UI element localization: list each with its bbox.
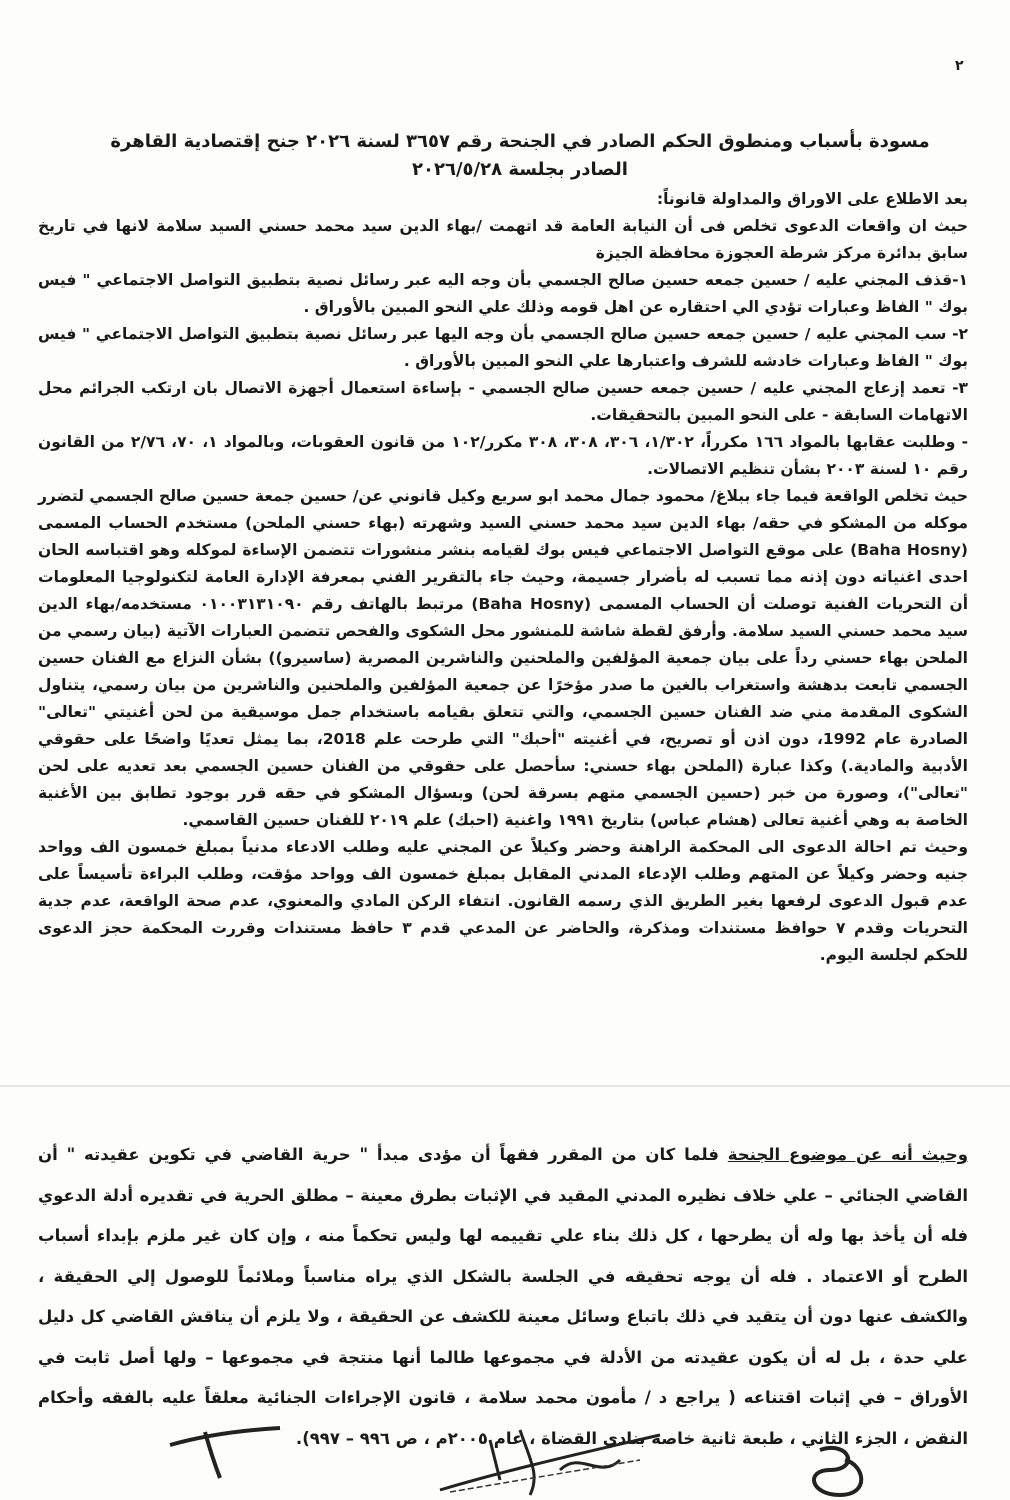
header-title: مسودة بأسباب ومنطوق الحكم الصادر في الجنحة رقم ٣٦٥٧ لسنة ٢٠٢٦ جنح إقتصادية القاهرة bbox=[110, 131, 930, 152]
signature-right bbox=[800, 1440, 880, 1500]
page-fold-line bbox=[0, 1085, 1010, 1087]
facts-paragraph: حيث ان واقعات الدعوى تخلص فى أن النيابة العامة قد اتهمت /بهاء الدين سيد محمد حسني السيد سلامة لانها في تاريخ سابق بدائرة مركز شرطة العجوزة محافظة الجيزة bbox=[38, 217, 968, 262]
intro-paragraph: بعد الاطلاع على الاوراق والمداولة قانوناً: bbox=[656, 190, 968, 208]
document-body bbox=[38, 186, 968, 969]
charge-1-paragraph: ١-قذف المجني عليه / حسين جمعه حسين صالح الجسمي بأن وجه اليه عبر رسائل نصية بتطبيق التواصل الاجتماعي " فيس بوك " الفاظ وعبارات تؤدي الي احتقاره عن اهل قومه وذلك علي النحو المبين بالأوراق . bbox=[38, 271, 968, 316]
document-header bbox=[100, 128, 940, 184]
charge-2-paragraph: ٢- سب المجني عليه / حسين جمعه حسين صالح الجسمي بأن وجه اليها عبر رسائل نصية بتطبيق التواصل الاجتماعي " فيس بوك " الفاظ وعبارات خادشه للشرف واعتبارها علي النحو المبين بالأوراق . bbox=[38, 325, 968, 370]
signature-left bbox=[165, 1420, 285, 1480]
signature-middle bbox=[430, 1420, 670, 1500]
page-mark: ٢ bbox=[955, 58, 964, 74]
reasoning-section bbox=[38, 1135, 968, 1459]
requested-penalty-paragraph: - وطلبت عقابها بالمواد ١٦٦ مكرراً، ١/٣٠٢، ٣٠٦، ٣٠٨، ٣٠٨ مكرر/١٠٢ من قانون العقوبات، وبالمواد ١، ٧٠، ٢/٧٦ من القانون رقم ١٠ لسنة ٢٠٠٣ بشأن تنظيم الاتصالات. bbox=[38, 433, 969, 478]
reasoning-paragraph bbox=[38, 1135, 968, 1459]
case-facts-paragraph: حيث تخلص الواقعة فيما جاء ببلاغ/ محمود جمال محمد ابو سريع وكيل قانوني عن/ حسين جمعة حسين صالح الجسمي لتضرر موكله من المشكو في حقه/ بهاء الدين سيد محمد حسني السيد وشهرته (بهاء حسني الملحن) مستخدم الحساب المسمى (Baha Hosny) على موقع التواصل الاجتماعي فيس بوك لقيامه بنشر منشورات تتضمن الإساءة لموكله وهو اقتباسه الحان احدى اغنياته دون إذنه مما تسبب له بأضرار جسيمة، وحيث جاء بالتقرير الفني بمعرفة الإدارة العامة لتكنولوجيا المعلومات أن التحريات الفنية توصلت أن الحساب المسمى (Baha Hosny) مرتبط بالهاتف رقم ٠١٠٠٣١٣١٠٩٠ مستخدمه/بهاء الدين سيد محمد حسني السيد سلامة. وأرفق لقطة شاشة للمنشور محل الشكوى والفحص تتضمن العبارات الآتية (بيان رسمي من الملحن بهاء حسني رداً على بيان جمعية المؤلفين والملحنين والناشرين المصرية (ساسيرو)) بشأن النزاع مع الفنان حسين الجسمي تابعت بدهشة واستغراب بالغين ما صدر مؤخرًا عن جمعية المؤلفين والملحنين والناشرين من بيان رسمي، يتناول الشكوى المقدمة مني ضد الفنان حسين الجسمي، والتي تتعلق بقيامه باستخدام جمل موسيقية من لحن أغنيتي "تعالى" الصادرة عام 1992، دون اذن أو تصريح، في أغنيته "أحبك" التي طرحت علم 2018، بما يمثل تعديًا واضحًا على حقوقي الأدبية والمادية.) وكذا عبارة (الملحن بهاء حسني: سأحصل على حقوقي من الفنان حسين الجسمي بعد تعديه على لحن "تعالى")، وصورة من خبر (حسين الجسمي متهم بسرقة لحن) وبسؤال المشكو في حقه قرر بوجود تطابق بين الأغنية الخاصة به وهي أغنية تعالى (هشام عباس) بتاريخ ١٩٩١ واغنية (احبك) علم ٢٠١٩ للفنان حسين القاسمي. bbox=[38, 487, 969, 829]
charge-3-paragraph: ٣- تعمد إزعاج المجني عليه / حسين جمعه حسين صالح الجسمي - بإساءة استعمال أجهزة الاتصال بان ارتكب الجرائم محل الاتهامات السابقة - على النحو المبين بالتحقيقات. bbox=[38, 379, 968, 424]
proceedings-paragraph: وحيث تم احالة الدعوى الى المحكمة الراهنة وحضر وكيلاً عن المجني عليه وطلب الادعاء مدنياً بمبلغ خمسون الف وواحد جنيه وحضر وكيلاً عن المتهم وطلب الإدعاء المدني المقابل بمبلغ خمسون الف وواحد مؤقت، وطلب البراءة تأسيساً على عدم قبول الدعوى لرفعها بغير الطريق الذي رسمه القانون. انتفاء الركن المادي والمعنوي، عدم صحة الواقعة، عدم جدية التحريات وقدم ٧ حوافظ مستندات ومذكرة، والحاضر عن المدعي قدم ٣ حافظ مستندات وقررت المحكمة حجز الدعوى للحكم لجلسة اليوم. bbox=[38, 838, 968, 964]
header-session-date: الصادر بجلسة ٢٠٢٦/٥/٢٨ bbox=[412, 159, 628, 180]
reasoning-text: فلما كان من المقرر فقهاً أن مؤدى مبدأ " حرية القاضي في تكوين عقيدته " أن القاضي الجنائي – علي خلاف نظيره المدني المقيد في الإثبات بطرق معينة – مطلق الحرية في تقديره أدلة الدعوي فله أن يأخذ بها وله أن يطرحها ، كل ذلك بناء علي تقييمه لها وليس تحكماً منه ، وإن كان غير ملزم بإبداء أسباب الطرح أو الاعتماد . فله أن يوجه تحقيقه في الجلسة بالشكل الذي يراه مناسباً وملائماً للوصول إلي الحقيقة ، والكشف عنها دون أن يتقيد في ذلك باتباع وسائل معينة للكشف عن الحقيقة ، ولا يلزم أن يناقش القاضي كل دليل علي حدة ، بل له أن يكون عقيدته من الأدلة في مجموعها طالما أنها منتجة في مجموعها – ولها أصل ثابت في الأوراق – في إثبات اقتناعه ( يراجع د / مأمون محمد سلامة ، قانون الإجراءات الجنائية معلقاً عليه بالفقه وأحكام النقض ، الجزء الثاني ، طبعة ثانية خاصة بنادي القضاة ، عام ٢٠٠٥م ، ص ٩٩٦ – ٩٩٧). bbox=[38, 1145, 968, 1448]
reasoning-heading: وحيث أنه عن موضوع الجنحة bbox=[727, 1145, 968, 1164]
